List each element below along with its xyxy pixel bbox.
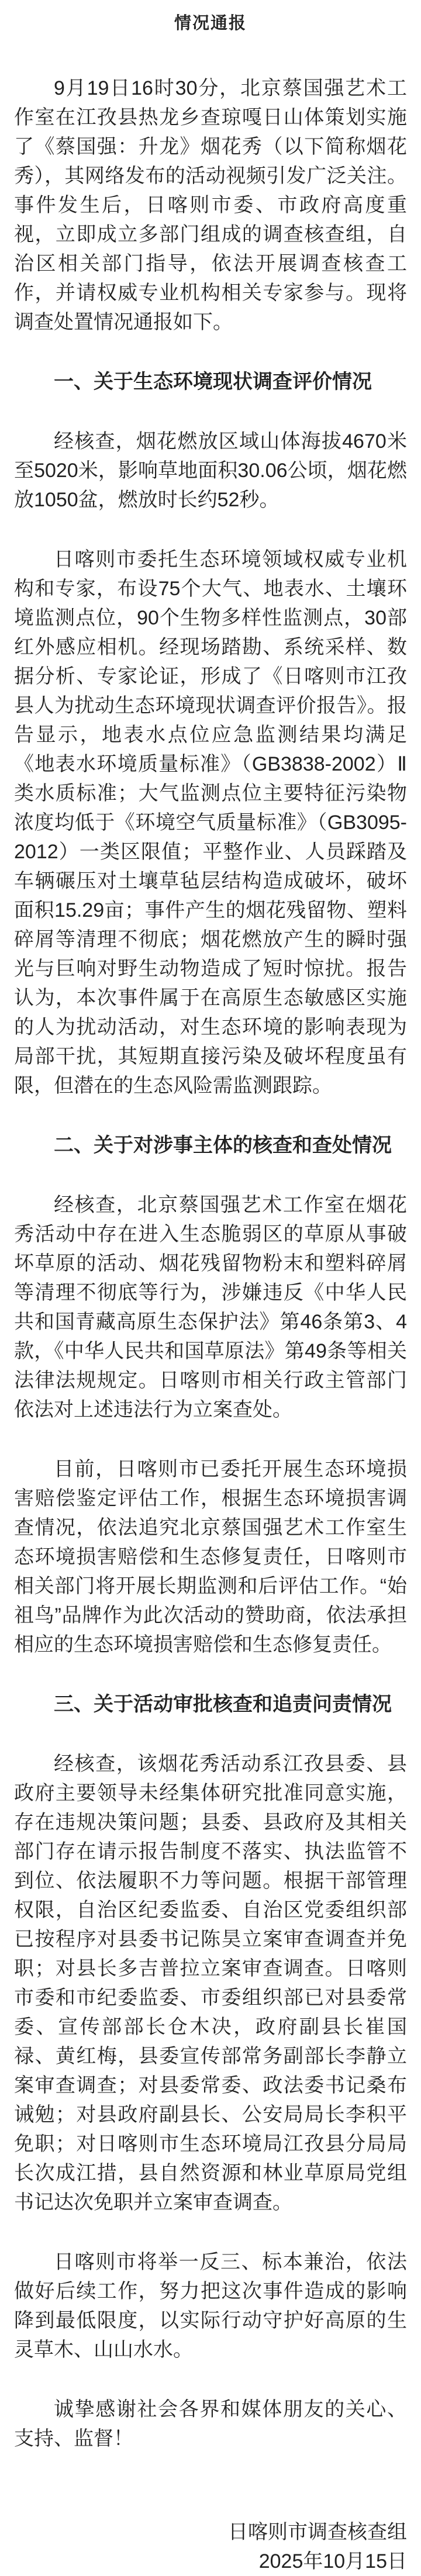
closing-paragraph-2: 诚挚感谢社会各界和媒体朋友的关心、支持、监督！	[14, 2398, 407, 2450]
section-3-paragraph-1: 经核查，该烟花秀活动系江孜县委、县政府主要领导未经集体研究批准同意实施，存在违规决策问题；县委、县政府及其相关部门存在请示报告制度不落实、执法监管不到位、依法履职不力等问题。根据干部管理权限，自治区纪委监委、自治区党委组织部已按程序对县委书记陈昊立案审查调查并免职；对县长多吉普拉立案审查调查。日喀则市委和市纪委监委、市委组织部已对县委常委、宣传部部长仓木决，政府副县长崔国禄、黄红梅，县委宣传部常务副部长李静立案审查调查；对县委常委、政法委书记桑布诫勉；对县政府副县长、公安局局长李积平免职；对日喀则市生态环境局江孜县分局局长次成江措，县自然资源和林业草原局党组书记达次免职并立案审查调查。	[14, 1753, 407, 2214]
section-1-paragraph-1: 经核查，烟花燃放区域山体海拔4670米至5020米，影响草地面积30.06公顷，烟花燃放1050盆，燃放时长约52秒。	[14, 430, 407, 511]
section-1-paragraph-2: 日喀则市委托生态环境领域权威专业机构和专家，布设75个大气、地表水、土壤环境监测点位，90个生物多样性监测点，30部红外感应相机。经现场踏勘、系统采样、数据分析、专家论证，形成了《日喀则市江孜县人为扰动生态环境现状调查评价报告》。报告显示，地表水点位应急监测结果均满足《地表水环境质量标准》（GB3838-2002）Ⅱ类水质标准；大气监测点位主要特征污染物浓度均低于《环境空气质量标准》（GB3095-2012）一类区限值；平整作业、人员踩踏及车辆碾压对土壤草毡层结构造成破坏，破坏面积15.29亩；事件产生的烟花残留物、塑料碎屑等清理不彻底；烟花燃放产生的瞬时强光与巨响对野生动物造成了短时惊扰。报告认为，本次事件属于在高原生态敏感区实施的人为扰动活动，对生态环境的影响表现为局部干扰，其短期直接污染及破坏程度虽有限，但潜在的生态风险需监测跟踪。	[14, 548, 407, 1097]
section-2-paragraph-1: 经核查，北京蔡国强艺术工作室在烟花秀活动中存在进入生态脆弱区的草原从事破坏草原的活动、烟花残留物粉末和塑料碎屑等清理不彻底等行为，涉嫌违反《中华人民共和国青藏高原生态保护法》第46条第3、4款，《中华人民共和国草原法》第49条等相关法律法规规定。日喀则市相关行政主管部门依法对上述违法行为立案查处。	[14, 1194, 407, 1421]
signature-block	[14, 2518, 407, 2576]
signature-date: 2025年10月15日	[258, 2550, 407, 2572]
signature-author: 日喀则市调查核查组	[228, 2521, 407, 2543]
intro-paragraph: 9月19日16时30分，北京蔡国强艺术工作室在江孜县热龙乡查琼嘎日山体策划实施了《蔡国强：升龙》烟花秀（以下简称烟花秀），其网络发布的活动视频引发广泛关注。事件发生后，日喀则市委、市政府高度重视，立即成立多部门组成的调查核查组，自治区相关部门指导，依法开展调查核查工作，并请权威专业机构相关专家参与。现将调查处置情况通报如下。	[14, 77, 407, 333]
section-2-paragraph-2: 目前，日喀则市已委托开展生态环境损害赔偿鉴定评估工作，根据生态环境损害调查情况，依法追究北京蔡国强艺术工作室生态环境损害赔偿和生态修复责任，日喀则市相关部门将开展长期监测和后评估工作。“始祖鸟”品牌作为此次活动的赞助商，依法承担相应的生态环境损害赔偿和生态修复责任。	[14, 1458, 407, 1656]
page-title: 情况通报	[174, 14, 247, 33]
section-1-heading: 一、关于生态环境现状调查评价情况	[54, 371, 372, 393]
closing-paragraph-1: 日喀则市将举一反三、标本兼治，依法做好后续工作，努力把这次事件造成的影响降到最低限度，以实际行动守护好高原的生灵草木、山山水水。	[14, 2251, 407, 2361]
section-3-heading: 三、关于活动审批核查和追责问责情况	[54, 1693, 392, 1715]
section-2-heading: 二、关于对涉事主体的核查和查处情况	[54, 1134, 392, 1156]
